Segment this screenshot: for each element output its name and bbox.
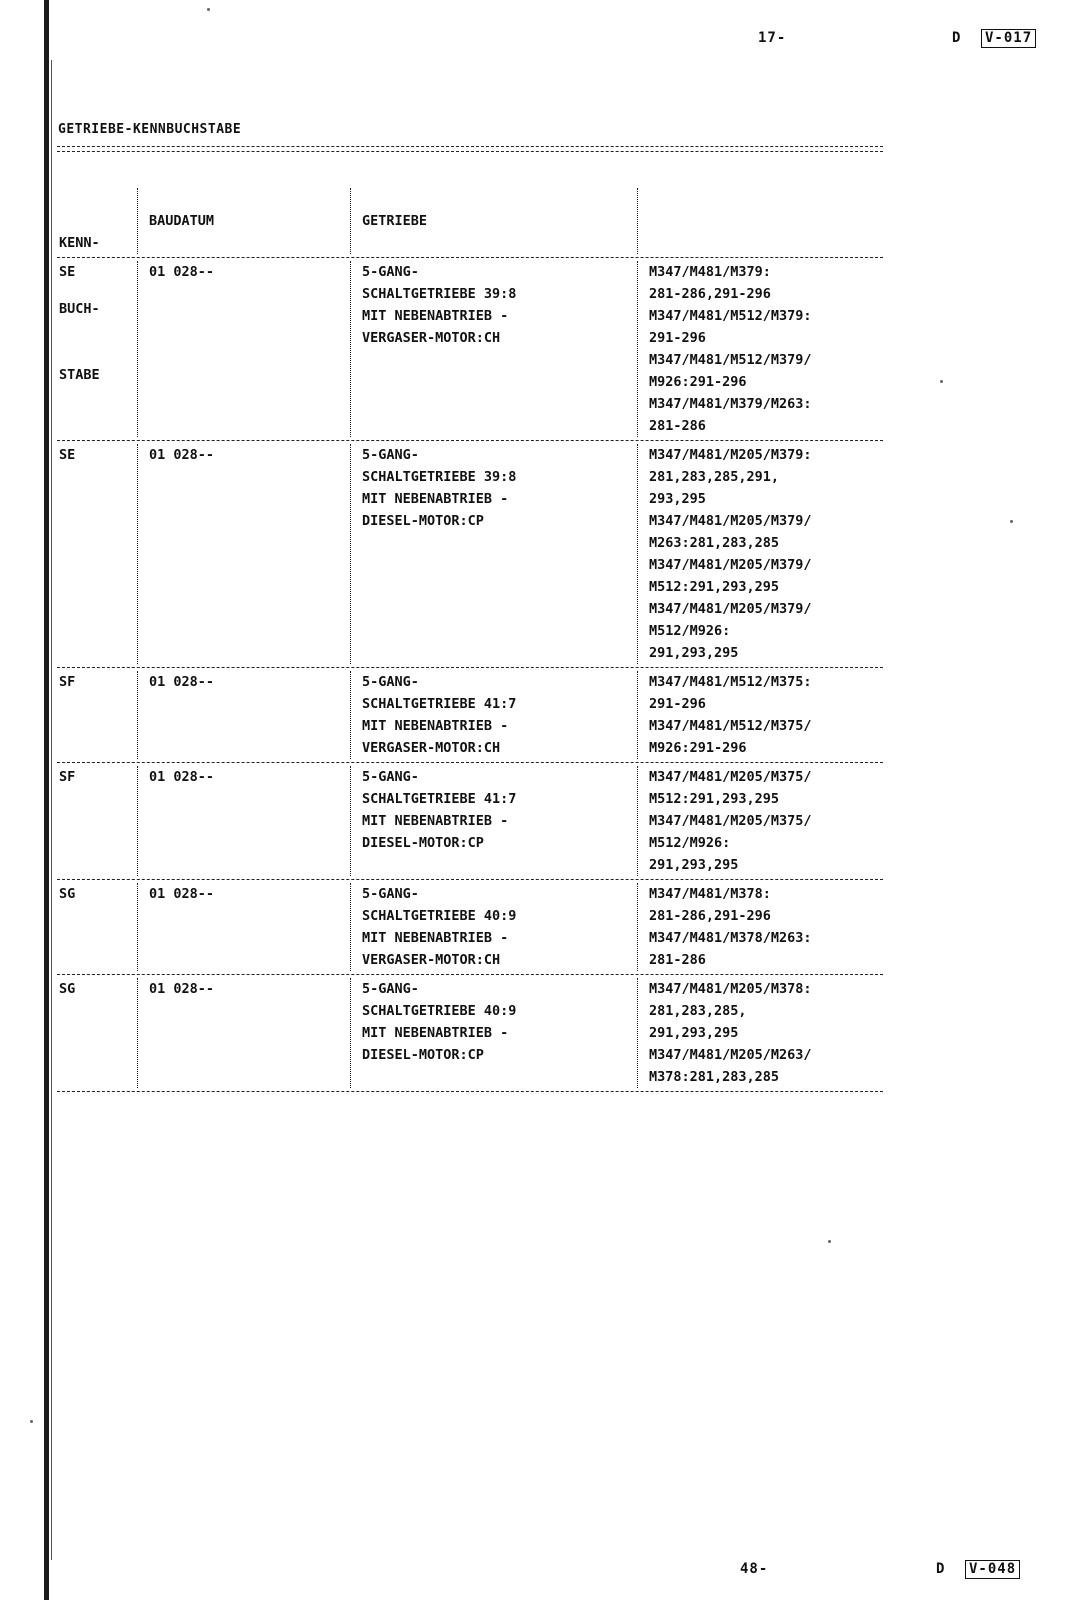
- detail-line: 281,283,285,: [649, 1003, 747, 1019]
- cell-getriebe: [362, 671, 516, 759]
- getriebe-line: MIT NEBENABTRIEB -: [362, 813, 509, 829]
- cell-details: [649, 883, 812, 971]
- detail-line: M926:291-296: [649, 740, 747, 756]
- detail-line: 281-286: [649, 418, 706, 434]
- header-kennbuchstabe: KENN- BUCH- STABE: [59, 235, 100, 383]
- detail-line: 281-286,291-296: [649, 908, 771, 924]
- detail-line: M926:291-296: [649, 374, 747, 390]
- detail-line: 281-286: [649, 952, 706, 968]
- header-baudatum: BAUDATUM: [149, 213, 215, 229]
- detail-line: M347/M481/M378/M263:: [649, 930, 812, 946]
- cell-getriebe: [362, 261, 516, 349]
- page-ref-bottom: V-048: [965, 1560, 1020, 1579]
- getriebe-line: SCHALTGETRIEBE 41:7: [362, 696, 517, 712]
- detail-line: M347/M481/M512/M375/: [649, 718, 812, 734]
- cell-baudatum: 01 028--: [149, 769, 215, 785]
- detail-line: M347/M481/M512/M379:: [649, 308, 812, 324]
- scan-speck: [940, 380, 943, 383]
- cell-baudatum: 01 028--: [149, 264, 215, 280]
- row-divider: [57, 257, 883, 258]
- cell-baudatum: 01 028--: [149, 886, 215, 902]
- page-number-top: 17-: [758, 30, 787, 46]
- detail-line: 291-296: [649, 696, 706, 712]
- detail-line: M347/M481/M205/M263/: [649, 1047, 812, 1063]
- getriebe-line: SCHALTGETRIEBE 40:9: [362, 1003, 517, 1019]
- header-getriebe: GETRIEBE: [362, 213, 428, 229]
- getriebe-line: MIT NEBENABTRIEB -: [362, 308, 509, 324]
- cell-baudatum: 01 028--: [149, 981, 215, 997]
- row-divider: [57, 879, 883, 880]
- detail-line: M347/M481/M379:: [649, 264, 771, 280]
- table-body: [57, 261, 883, 1092]
- detail-line: M347/M481/M379/M263:: [649, 396, 812, 412]
- cell-code: SF: [59, 769, 76, 785]
- getriebe-line: 5-GANG-: [362, 674, 419, 690]
- detail-line: 291,293,295: [649, 1025, 739, 1041]
- getriebe-line: VERGASER-MOTOR:CH: [362, 740, 501, 756]
- cell-code: SF: [59, 674, 76, 690]
- scan-speck: [207, 8, 210, 11]
- cell-getriebe: [362, 883, 516, 971]
- getriebe-line: 5-GANG-: [362, 886, 419, 902]
- row-divider: [57, 1091, 883, 1092]
- cell-baudatum: 01 028--: [149, 674, 215, 690]
- table-row: [57, 671, 883, 759]
- page-lang-bottom: D: [936, 1561, 946, 1577]
- cell-getriebe: [362, 444, 516, 532]
- detail-line: M347/M481/M205/M379:: [649, 447, 812, 463]
- getriebe-line: DIESEL-MOTOR:CP: [362, 1047, 484, 1063]
- getriebe-line: VERGASER-MOTOR:CH: [362, 952, 501, 968]
- scan-speck: [1010, 520, 1013, 523]
- detail-line: 281-286,291-296: [649, 286, 771, 302]
- binding-shadow: [51, 60, 52, 1560]
- table-row: [57, 883, 883, 971]
- detail-line: M263:281,283,285: [649, 535, 780, 551]
- getriebe-line: MIT NEBENABTRIEB -: [362, 930, 509, 946]
- detail-line: M512:291,293,295: [649, 791, 780, 807]
- detail-line: M347/M481/M512/M375:: [649, 674, 812, 690]
- scan-speck: [828, 1240, 831, 1243]
- row-divider: [57, 974, 883, 975]
- getriebe-line: 5-GANG-: [362, 264, 419, 280]
- getriebe-line: SCHALTGETRIEBE 40:9: [362, 908, 517, 924]
- getriebe-line: 5-GANG-: [362, 769, 419, 785]
- detail-line: M512:291,293,295: [649, 579, 780, 595]
- detail-line: 281,283,285,291,: [649, 469, 780, 485]
- detail-line: M347/M481/M205/M378:: [649, 981, 812, 997]
- getriebe-line: SCHALTGETRIEBE 39:8: [362, 286, 517, 302]
- getriebe-line: SCHALTGETRIEBE 41:7: [362, 791, 517, 807]
- detail-line: M347/M481/M378:: [649, 886, 771, 902]
- binding-edge: [44, 0, 49, 1600]
- detail-line: M347/M481/M512/M379/: [649, 352, 812, 368]
- getriebe-line: VERGASER-MOTOR:CH: [362, 330, 501, 346]
- getriebe-line: DIESEL-MOTOR:CP: [362, 835, 484, 851]
- table-row: [57, 261, 883, 437]
- detail-line: M347/M481/M205/M375/: [649, 813, 812, 829]
- cell-code: SG: [59, 886, 76, 902]
- cell-getriebe: [362, 766, 516, 854]
- getriebe-line: MIT NEBENABTRIEB -: [362, 718, 509, 734]
- row-divider: [57, 762, 883, 763]
- cell-details: [649, 444, 812, 664]
- detail-line: M512/M926:: [649, 835, 731, 851]
- cell-details: [649, 261, 812, 437]
- cell-code: SE: [59, 447, 76, 463]
- row-divider: [57, 667, 883, 668]
- cell-code: SE: [59, 264, 76, 280]
- getriebe-line: 5-GANG-: [362, 447, 419, 463]
- document-title: GETRIEBE-KENNBUCHSTABE: [58, 122, 242, 137]
- detail-line: 291,293,295: [649, 857, 739, 873]
- cell-details: [649, 766, 812, 876]
- cell-code: SG: [59, 981, 76, 997]
- cell-baudatum: 01 028--: [149, 447, 215, 463]
- table-row: [57, 766, 883, 876]
- row-divider: [57, 440, 883, 441]
- title-double-rule: [57, 146, 883, 152]
- getriebe-line: SCHALTGETRIEBE 39:8: [362, 469, 517, 485]
- cell-details: [649, 671, 812, 759]
- detail-line: 291,293,295: [649, 645, 739, 661]
- detail-line: M512/M926:: [649, 623, 731, 639]
- detail-line: M347/M481/M205/M379/: [649, 557, 812, 573]
- table-row: [57, 978, 883, 1088]
- page-ref-top: V-017: [981, 29, 1036, 48]
- detail-line: M347/M481/M205/M379/: [649, 601, 812, 617]
- getriebe-line: MIT NEBENABTRIEB -: [362, 1025, 509, 1041]
- page-number-bottom: 48-: [740, 1561, 769, 1577]
- getriebe-line: 5-GANG-: [362, 981, 419, 997]
- page-lang-top: D: [952, 30, 962, 46]
- cell-getriebe: [362, 978, 516, 1066]
- detail-line: M378:281,283,285: [649, 1069, 780, 1085]
- table-row: [57, 444, 883, 664]
- scan-speck: [30, 1420, 33, 1423]
- cell-details: [649, 978, 812, 1088]
- getriebe-line: MIT NEBENABTRIEB -: [362, 491, 509, 507]
- detail-line: M347/M481/M205/M379/: [649, 513, 812, 529]
- detail-line: M347/M481/M205/M375/: [649, 769, 812, 785]
- getriebe-line: DIESEL-MOTOR:CP: [362, 513, 484, 529]
- detail-line: 293,295: [649, 491, 706, 507]
- gearbox-code-table: [57, 188, 883, 1095]
- detail-line: 291-296: [649, 330, 706, 346]
